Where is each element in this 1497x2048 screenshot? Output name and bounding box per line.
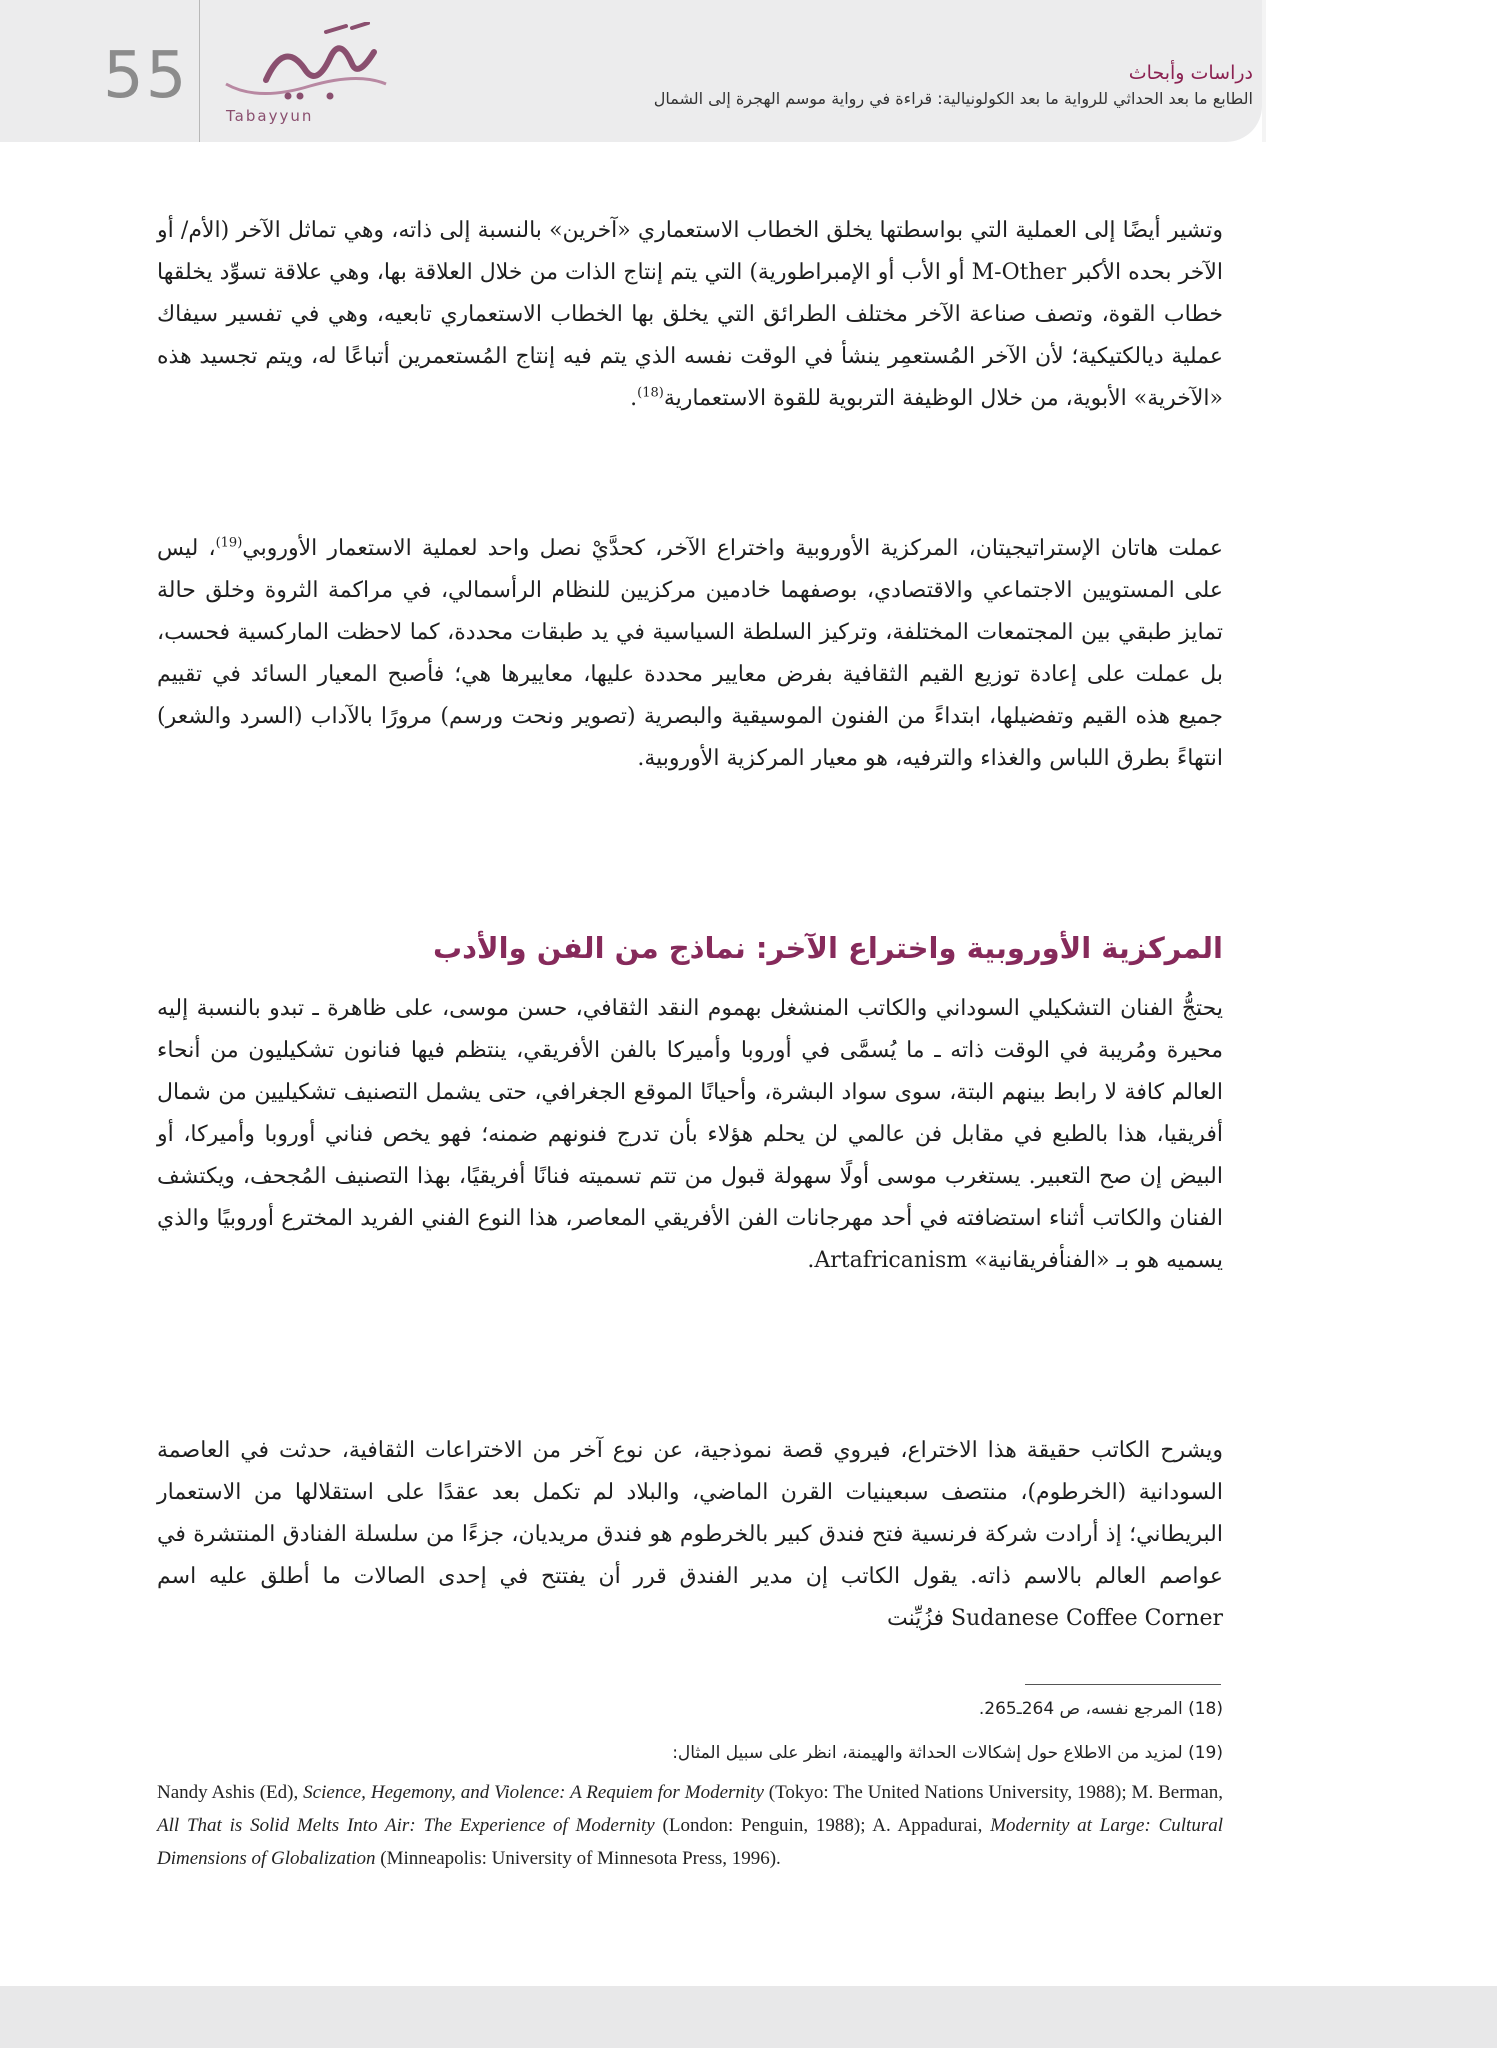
running-title: الطابع ما بعد الحداثي للرواية ما بعد الكولونيالية: قراءة في رواية موسم الهجرة إلى الشمال bbox=[653, 89, 1253, 108]
reference-title: Modernity at Large: Cultural Dimensions of Globalization bbox=[157, 1815, 1223, 1869]
reference-title: Science, Hegemony, and Violence: A Requiem for Modernity bbox=[303, 1782, 764, 1803]
footnote-separator bbox=[1025, 1684, 1221, 1685]
section-heading: المركزية الأوروبية واختراع الآخر: نماذج من الفن والأدب bbox=[433, 931, 1223, 965]
body-paragraph: يحتجُّ الفنان التشكيلي السوداني والكاتب المنشغل بهموم النقد الثقافي، حسن موسى، على ظاهرة ـ تبدو بالنسبة إليه محيرة ومُريبة في الوقت ذاته ـ ما يُسمَّى في أوروبا وأميركا بالفن الأفريقي، ينتظم فيها فنانون تشكيليون من أنحاء العالم كافة لا رابط بينهم البتة، سوى سواد البشرة، وأحيانًا الموقع الجغرافي، حتى يشمل التصنيف تشكيليين من شمال أفريقيا، هذا بالطبع في مقابل فن عالمي لن يحلم هؤلاء بأن تدرج فنونهم ضمنه؛ فهو يخص فناني أوروبا وأميركا، أو البيض إن صح التعبير. يستغرب موسى أولًا سهولة قبول من تتم تسميته فنانًا أفريقيًا، بهذا التصنيف المُجحف، ويكتشف الفنان والكاتب أثناء استضافته في أحد مهرجانات الفن الأفريقي المعاصر، هذا النوع الفني الفريد المخترع أوروبيًا والذي يسميه هو بـ «الفنأفريقانية» Artafricanism. bbox=[157, 996, 1223, 1273]
reference-title: All That is Solid Melts Into Air: The Experience of Modernity bbox=[157, 1815, 655, 1836]
page-number: 55 bbox=[103, 39, 189, 113]
reference-text: (London: Penguin, 1988); A. Appadurai, bbox=[654, 1815, 991, 1836]
page-footer bbox=[0, 1986, 1497, 2048]
journal-logo bbox=[218, 22, 396, 132]
paragraph-text: ، ليس على المستويين الاجتماعي والاقتصادي، بوصفهما خادمين مركزيين للنظام الرأسمالي، في مراكمة الثروة وخلق حالة تمايز طبقي بين المجتمعات المختلفة، وتركيز السلطة السياسية في يد طبقات محددة، كما لاحظت الماركسية فحسب، بل عملت على إعادة توزيع القيم الثقافية بفرض معايير محددة عليها، معاييرها هي؛ فأصبح المعيار السائد في تقييم جميع هذه القيم وتفضيلها، ابتداءً من الفنون الموسيقية والبصرية (تصوير ونحت ورسم) مرورًا بالآداب (السرد والشعر) انتهاءً بطرق اللباس والغذاء والترفيه، هو معيار المركزية الأوروبية. bbox=[157, 536, 1223, 771]
footnote-ref: (18) bbox=[637, 385, 664, 401]
body-paragraph bbox=[157, 210, 1223, 420]
footnote-18: (18) المرجع نفسه، ص 264ـ265. bbox=[978, 1699, 1223, 1719]
journal-name-latin: Tabayyun bbox=[226, 107, 314, 125]
footnote-references bbox=[157, 1776, 1223, 1875]
reference-text: (Tokyo: The United Nations University, 1988); M. Berman, bbox=[763, 1782, 1224, 1803]
paragraph-text: عملت هاتان الإستراتيجيتان، المركزية الأوروبية واختراع الآخر، كحدَّيْ نصل واحد لعملية الاستعمار الأوروبي bbox=[242, 536, 1223, 561]
body-paragraph bbox=[157, 528, 1223, 780]
body-paragraph: ويشرح الكاتب حقيقة هذا الاختراع، فيروي قصة نموذجية، عن نوع آخر من الاختراعات الثقافية، حدثت في العاصمة السودانية (الخرطوم)، منتصف سبعينيات القرن الماضي، والبلاد لم تكمل بعد عقدًا على استقلالها من الاستعمار البريطاني؛ إذ أرادت شركة فرنسية فتح فندق كبير بالخرطوم هو فندق مريديان، جزءًا من سلسلة الفنادق المنتشرة في عواصم العالم بالاسم ذاته. يقول الكاتب إن مدير الفندق قرر أن يفتتح في إحدى الصالات ما أطلق عليه اسم Sudanese Coffee Corner فزُيِّنت bbox=[157, 1438, 1223, 1631]
paragraph-text: وتشير أيضًا إلى العملية التي بواسطتها يخلق الخطاب الاستعماري «آخرين» بالنسبة إلى ذاته، وهي تماثل الآخر (الأم/ أو الآخر بحده الأكبر M-Other أو الأب أو الإمبراطورية) التي يتم إنتاج الذات من خلال العلاقة بها، وهي علاقة تسوِّد يخلقها خطاب القوة، وتصف صناعة الآخر مختلف الطرائق التي يخلق بها الخطاب الاستعماري تابعيه، وهي في تفسير سيفاك عملية ديالكتيكية؛ لأن الآخر المُستعمِر ينشأ في الوقت نفسه الذي يتم فيه إنتاج المُستعمرين أتباعًا له، ويتم تجسيد هذه «الآخرية» الأبوية، من خلال الوظيفة التربوية للقوة الاستعمارية bbox=[157, 218, 1223, 411]
header-divider bbox=[199, 0, 200, 142]
reference-text: Nandy Ashis (Ed), bbox=[157, 1782, 304, 1803]
paragraph-text: . bbox=[630, 386, 638, 411]
footnote-ref: (19) bbox=[215, 535, 243, 551]
footnote-19: (19) لمزيد من الاطلاع حول إشكالات الحداثة والهيمنة، انظر على سبيل المثال: bbox=[672, 1743, 1223, 1763]
section-label: دراسات وأبحاث bbox=[1128, 62, 1253, 84]
reference-text: (Minneapolis: University of Minnesota Press, 1996). bbox=[375, 1848, 781, 1869]
